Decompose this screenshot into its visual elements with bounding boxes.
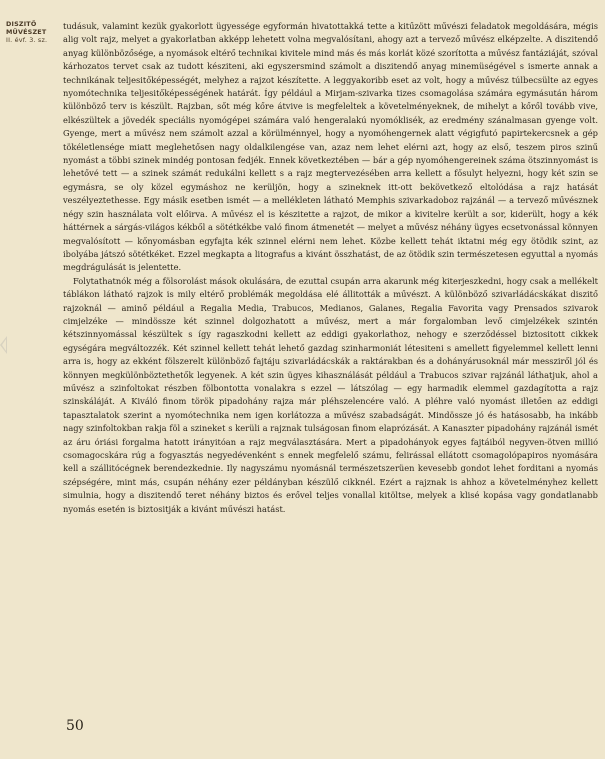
paragraph-1: tudásuk, valamint kezük gyakorlott ügyessége egyformán hivatottakká tette a kitűzött művészi feladatok megoldására, mégis alig volt rajz, melyet a gyakorlatban akképp lehetett volna megvalósítani, ahogy azt a tervező művész elképzelte. A diszitendő anyag különbözősége, a nyomások eltérő technikai kivitele mind más és más korlát közé szorította a művész fantáziáját, szóval kárhozatos tervet csak az tudott késziteni, aki egyszersmind számolt a diszitendő anyag minemüségével s ismerte annak a technikának teljesitőképességét, melyhez a rajzot készítette. A leggyakoribb eset az volt, hogy a művész túlbecsülte az egyes nyomótechnika teljesitőképességének határát. Így például a Mirjam-szivarka tizes csomagolása számára egymásután három különböző terv is készült. Rajzban, sőt még kőre átvive is megfeleltek a követelményeknek, de mihelyt a kőről tovább vive, elkészültek a jövedék speciális nyomógépei számára való hengeralakú nyomóklisék, az eredmény szánalmasan gyenge volt. Gyenge, mert a művész nem számolt azzal a körülménnyel, hogy a nyomóhengernek alatt végigfutó papirtekercsnek a gép tökéletlensége miatt meglehetősen nagy oldalkilengése van, azaz nem lehet elérni azt, hogy az első, teszem piros szinű nyomást a többi szinek mindég pontosan fedjék. Ennek következtében — bár a gép nyomóhengereinek száma ötszinnyomást is lehetővé tett — a szinek számát redukálni kellett s a rajz megtervezésében arra kellett a fősulyt helyezni, hogy két szin se egymásra, se oly közel egymáshoz ne kerüljön, hogy a szineknek itt-ott bekövetkező eltolódása a rajz hatását veszélyeztethesse. Egy másik esetben ismét — a mellékleten látható Memphis szivarkadoboz rajzánál — a tervező művésznek négy szin használata volt előirva. A művész el is készitette a rajzot, de mikor a kivitelre került a sor, kiderült, hogy a kék háttérnek a sárgás-világos kékből a sötétkékbe való finom átmenetét — melyet a művész néhány ügyes ecsetvonással könnyen megvalósított — kőnyomásban egyfajta kék szinnel elérni nem lehet. Közbe kellett tehát iktatni még egy ötödik szint, az ibolyába játszó sötétkéket. Ezzel megkapta a litografus a kivánt összhatást, de az ötödik szin természetesen egyuttal a nyomás megdrágulását is jelentette. xyxy=(63,21,598,273)
page-number: 50 xyxy=(66,718,84,734)
sidenote-title-line1: DISZITŐ xyxy=(6,20,37,28)
running-sidenote xyxy=(6,20,58,45)
paragraph-2: Folytathatnók még a fölsorolást mások okulására, de ezuttal csupán arra akarunk még kiterjeszkedni, hogy csak a mellékelt táblákon látható rajzok is mily eltérő problémák megoldása elé állitották a művészt. A különböző szivarládácskákat diszitő rajzoknál — aminő például a Regalia Media, Trabucos, Medianos, Galanes, Regalia Favorita vagy Prensados szivarok cimjelzéke — mindössze két szinnel dolgozhatott a művész, mert a már forgalomban levő cimjelzékek szintén kétszinnyomással készültek s így ragaszkodni kellett az eddigi gyakorlathoz, nehogy e szerződéssel biztositott cikkek egységára megváltozzék. Két szinnel kellett tehát lehető gazdag szinharmoniát létesiteni s amellett figyelemmel kellett lenni arra is, hogy az ekként fölszerelt különböző fajtáju szivarládácskák a raktárakban és a dohányárusoknál már messziről jól és könnyen megkülönböztethetők legyenek. A két szin ügyes kihasználását például a Trabucos szivar rajzánál láthatjuk, ahol a művész a szinfoltokat részben fölbontotta vonalakra s ezzel — látszólag — egy harmadik elemmel gazdagította a rajz szinskáláját. A Kiváló finom török pipadohány rajza már pléhszelencére való. A pléhre való nyomást illetően az eddigi tapasztalatok szerint a nyomótechnika nem igen korlátozza a művész szabadságát. Mindössze jó és hatásosabb, ha inkább nagy szinfoltokban rakja föl a szineket s kerüli a rajznak tulságosan finom elaprózását. A Kanaszter pipadohány rajzánál ismét az áru óriási forgalma hatott irányitóan a rajz megválasztására. Mert a pipadohányok egyes fajtáiból negyven-ötven millió csomagocskára rúg a fogyasztás negyedévenként s ennek megfelelő számu, felirással ellátott csomagolópapiros nyomására kell a szállitócégnek berendezkednie. Ily nagyszámu nyomásnál természetszerüen kevesebb gondot lehet forditani a nyomás szépségére, mint más, csupán néhány ezer példányban készülő cikknél. Ezért a rajznak is ahhoz a követelményhez kellett simulnia, hogy a diszitendő teret néhány biztos és erővel teljes vonallal kitöltse, melyek a klisé kopása vagy gondatlanabb nyomás esetén is biztositják a kivánt művészi hatást. xyxy=(63,275,598,514)
page-turn-arrow-inner xyxy=(2,339,6,351)
sidenote-issue: II. évf. 3. sz. xyxy=(6,36,48,45)
article-body xyxy=(63,20,598,516)
sidenote-title-line2: MŰVÉSZET xyxy=(6,28,47,37)
